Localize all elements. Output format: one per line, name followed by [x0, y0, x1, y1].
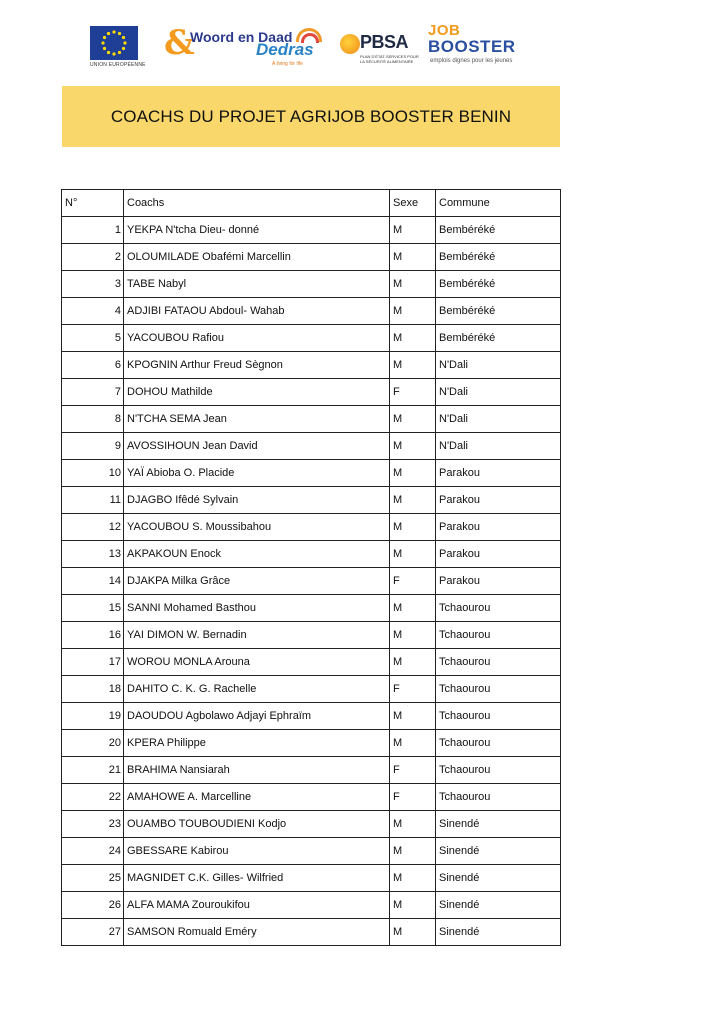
cell-sexe: M [390, 595, 436, 622]
cell-number: 21 [62, 757, 124, 784]
cell-coach-name: ALFA MAMA Zouroukifou [124, 892, 390, 919]
cell-commune: Bembéréké [436, 217, 561, 244]
cell-commune: Bembéréké [436, 271, 561, 298]
coachs-table [61, 189, 561, 946]
table-row [62, 811, 561, 838]
cell-coach-name: BRAHIMA Nansiarah [124, 757, 390, 784]
cell-sexe: M [390, 649, 436, 676]
cell-sexe: M [390, 703, 436, 730]
cell-commune: Tchaourou [436, 757, 561, 784]
table-header-row [62, 190, 561, 217]
table-row [62, 244, 561, 271]
table-row [62, 757, 561, 784]
cell-sexe: F [390, 379, 436, 406]
cell-coach-name: AVOSSIHOUN Jean David [124, 433, 390, 460]
cell-coach-name: YACOUBOU Rafiou [124, 325, 390, 352]
cell-number: 12 [62, 514, 124, 541]
cell-coach-name: GBESSARE Kabirou [124, 838, 390, 865]
cell-number: 27 [62, 919, 124, 946]
cell-number: 20 [62, 730, 124, 757]
cell-coach-name: DOHOU Mathilde [124, 379, 390, 406]
table-row [62, 568, 561, 595]
cell-sexe: M [390, 730, 436, 757]
cell-number: 4 [62, 298, 124, 325]
cell-coach-name: MAGNIDET C.K. Gilles- Wilfried [124, 865, 390, 892]
cell-number: 23 [62, 811, 124, 838]
cell-sexe: M [390, 622, 436, 649]
cell-coach-name: DAOUDOU Agbolawo Adjayi Ephraïm [124, 703, 390, 730]
cell-coach-name: DJAKPA Milka Grâce [124, 568, 390, 595]
cell-number: 18 [62, 676, 124, 703]
pbsa-sun-icon [340, 34, 360, 54]
table-row [62, 676, 561, 703]
cell-commune: Tchaourou [436, 622, 561, 649]
cell-sexe: M [390, 406, 436, 433]
cell-commune: Parakou [436, 514, 561, 541]
cell-coach-name: YAI DIMON W. Bernadin [124, 622, 390, 649]
cell-sexe: M [390, 811, 436, 838]
woord-en-daad-mark-icon: & [164, 23, 195, 63]
pbsa-subtitle: PLAN D'ÉTAT-SERVICES POUR LA SÉCURITÉ ALIMENTAIRE [360, 54, 419, 64]
cell-number: 11 [62, 487, 124, 514]
cell-commune: Sinendé [436, 838, 561, 865]
table-row [62, 406, 561, 433]
cell-coach-name: ADJIBI FATAOU Abdoul- Wahab [124, 298, 390, 325]
cell-sexe: M [390, 217, 436, 244]
eu-logo [90, 26, 144, 68]
cell-sexe: F [390, 676, 436, 703]
cell-commune: N'Dali [436, 352, 561, 379]
cell-number: 6 [62, 352, 124, 379]
table-body [62, 217, 561, 946]
cell-number: 9 [62, 433, 124, 460]
table-row [62, 730, 561, 757]
cell-commune: Sinendé [436, 892, 561, 919]
cell-sexe: M [390, 460, 436, 487]
table-row [62, 379, 561, 406]
cell-number: 16 [62, 622, 124, 649]
woord-en-daad-text: Woord en Daad [190, 29, 293, 45]
table-row [62, 649, 561, 676]
pbsa-name: PBSA [360, 32, 409, 52]
cell-commune: Tchaourou [436, 676, 561, 703]
cell-commune: Bembéréké [436, 244, 561, 271]
cell-sexe: M [390, 271, 436, 298]
cell-sexe: F [390, 757, 436, 784]
table-row [62, 865, 561, 892]
eu-caption: UNION EUROPÉENNE [90, 62, 146, 68]
table-row [62, 919, 561, 946]
cell-sexe: F [390, 568, 436, 595]
table-row [62, 271, 561, 298]
cell-commune: Tchaourou [436, 703, 561, 730]
cell-number: 2 [62, 244, 124, 271]
cell-sexe: M [390, 541, 436, 568]
table-row [62, 595, 561, 622]
header-commune: Commune [436, 190, 561, 217]
table-row [62, 325, 561, 352]
cell-coach-name: TABE Nabyl [124, 271, 390, 298]
cell-number: 7 [62, 379, 124, 406]
cell-coach-name: KPOGNIN Arthur Freud Sègnon [124, 352, 390, 379]
cell-sexe: M [390, 433, 436, 460]
cell-commune: Parakou [436, 487, 561, 514]
partner-logos [88, 22, 528, 78]
cell-number: 13 [62, 541, 124, 568]
cell-number: 10 [62, 460, 124, 487]
table-row [62, 784, 561, 811]
table-row [62, 541, 561, 568]
cell-coach-name: YAÏ Abioba O. Placide [124, 460, 390, 487]
job-booster-tagline: emplois dignes pour les jeunes [430, 58, 513, 64]
cell-sexe: M [390, 892, 436, 919]
cell-sexe: M [390, 514, 436, 541]
header-sexe: Sexe [390, 190, 436, 217]
cell-sexe: M [390, 298, 436, 325]
dedras-logo [256, 28, 328, 68]
job-booster-line1: JOB [428, 22, 461, 39]
cell-coach-name: N'TCHA SEMA Jean [124, 406, 390, 433]
cell-number: 19 [62, 703, 124, 730]
cell-sexe: M [390, 352, 436, 379]
cell-commune: Parakou [436, 541, 561, 568]
cell-number: 14 [62, 568, 124, 595]
cell-number: 26 [62, 892, 124, 919]
cell-commune: Tchaourou [436, 649, 561, 676]
header-coachs: Coachs [124, 190, 390, 217]
cell-coach-name: KPERA Philippe [124, 730, 390, 757]
cell-sexe: M [390, 838, 436, 865]
cell-number: 5 [62, 325, 124, 352]
cell-commune: Tchaourou [436, 595, 561, 622]
cell-coach-name: AMAHOWE A. Marcelline [124, 784, 390, 811]
dedras-name: Dedras [256, 40, 314, 59]
cell-commune: N'Dali [436, 406, 561, 433]
pbsa-logo [340, 30, 419, 66]
cell-coach-name: OLOUMILADE Obafémi Marcellin [124, 244, 390, 271]
cell-commune: Bembéréké [436, 325, 561, 352]
cell-coach-name: SANNI Mohamed Basthou [124, 595, 390, 622]
table-row [62, 514, 561, 541]
table-row [62, 892, 561, 919]
cell-coach-name: WOROU MONLA Arouna [124, 649, 390, 676]
cell-commune: Sinendé [436, 811, 561, 838]
cell-coach-name: DAHITO C. K. G. Rachelle [124, 676, 390, 703]
cell-commune: Bembéréké [436, 298, 561, 325]
job-booster-line2: BOOSTER [428, 37, 516, 56]
cell-coach-name: YACOUBOU S. Moussibahou [124, 514, 390, 541]
cell-commune: Sinendé [436, 919, 561, 946]
cell-commune: Parakou [436, 460, 561, 487]
table-row [62, 298, 561, 325]
cell-sexe: F [390, 784, 436, 811]
cell-commune: Sinendé [436, 865, 561, 892]
table-row [62, 703, 561, 730]
table-row [62, 487, 561, 514]
cell-number: 24 [62, 838, 124, 865]
cell-sexe: M [390, 325, 436, 352]
cell-number: 15 [62, 595, 124, 622]
cell-coach-name: AKPAKOUN Enock [124, 541, 390, 568]
cell-number: 25 [62, 865, 124, 892]
header-number: N° [62, 190, 124, 217]
cell-number: 17 [62, 649, 124, 676]
table-row [62, 217, 561, 244]
cell-number: 8 [62, 406, 124, 433]
cell-sexe: M [390, 865, 436, 892]
table-row [62, 352, 561, 379]
table-row [62, 460, 561, 487]
page-title: COACHS DU PROJET AGRIJOB BOOSTER BENIN [110, 106, 512, 126]
cell-coach-name: YEKPA N'tcha Dieu- donné [124, 217, 390, 244]
cell-commune: N'Dali [436, 433, 561, 460]
cell-coach-name: DJAGBO Ifêdé Sylvain [124, 487, 390, 514]
cell-sexe: M [390, 487, 436, 514]
cell-commune: Tchaourou [436, 784, 561, 811]
table-row [62, 622, 561, 649]
cell-coach-name: OUAMBO TOUBOUDIENI Kodjo [124, 811, 390, 838]
title-banner [62, 86, 560, 147]
job-booster-logo [428, 22, 528, 72]
cell-commune: N'Dali [436, 379, 561, 406]
table-row [62, 838, 561, 865]
cell-commune: Tchaourou [436, 730, 561, 757]
cell-number: 22 [62, 784, 124, 811]
cell-sexe: M [390, 919, 436, 946]
table-row [62, 433, 561, 460]
cell-number: 3 [62, 271, 124, 298]
cell-number: 1 [62, 217, 124, 244]
dedras-tagline: A living for life [272, 61, 303, 67]
cell-coach-name: SAMSON Romuald Eméry [124, 919, 390, 946]
cell-sexe: M [390, 244, 436, 271]
cell-commune: Parakou [436, 568, 561, 595]
eu-flag-icon [90, 26, 138, 60]
